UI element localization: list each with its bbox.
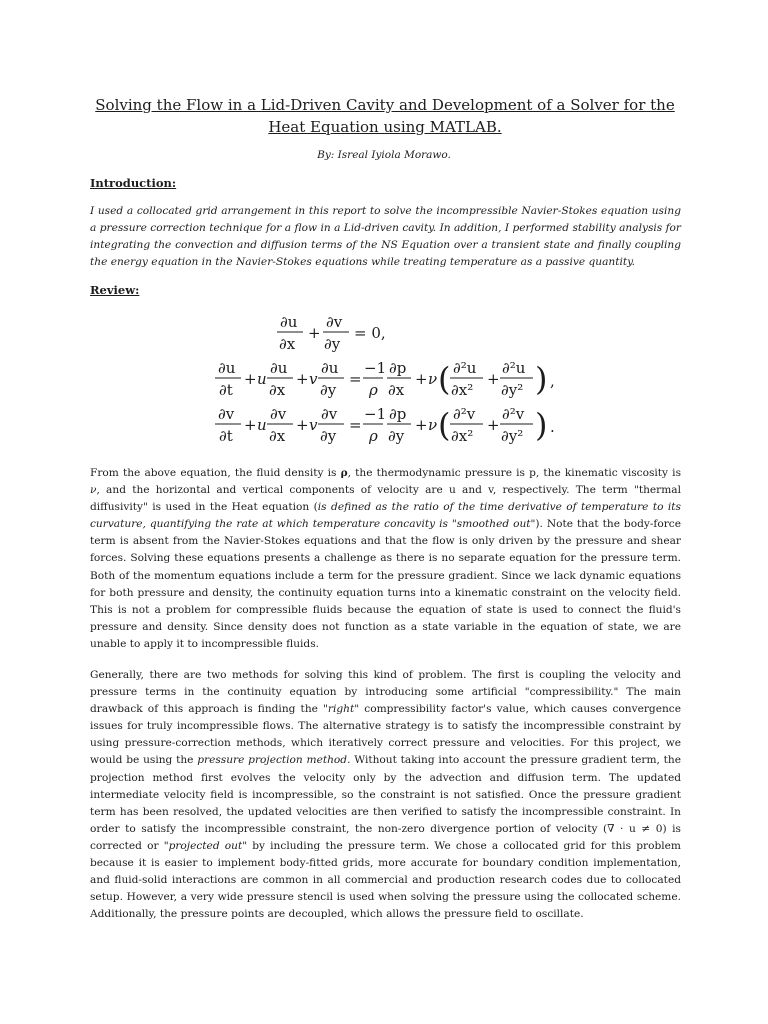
- svg-text:∂v: ∂v: [270, 405, 287, 423]
- projected-out-emphasis: projected out: [168, 839, 243, 852]
- review-heading: Review:: [90, 283, 140, 297]
- p2-text-g: " by including the pressure term. We chose a collocated grid for this problem because it is easier to implement body-fitted grids, more accurate for boundary condition implementation, and fluid-solid interactions are common in all commercial and production research codes due to collocated setup. However, a very wide pressure stencil is used when solving the pressure using the collocated scheme. Additionally, the pressure points are decoupled, which allows the pressure field to oscillate.: [90, 839, 681, 921]
- svg-text:−1: −1: [364, 405, 387, 423]
- svg-text:∂x: ∂x: [269, 427, 286, 445]
- svg-text:ν: ν: [428, 416, 438, 434]
- nu-symbol: ν: [90, 484, 97, 497]
- svg-text:u: u: [257, 416, 267, 434]
- svg-text:(: (: [438, 360, 451, 398]
- svg-text:∂p: ∂p: [389, 359, 407, 377]
- svg-text:v: v: [309, 370, 318, 388]
- svg-text:∂x²: ∂x²: [451, 381, 474, 399]
- author-byline: By: Isreal Iyiola Morawo.: [317, 149, 451, 161]
- svg-text:=: =: [349, 416, 362, 434]
- svg-text:∂x²: ∂x²: [451, 427, 474, 445]
- introduction-heading: Introduction:: [90, 176, 177, 190]
- svg-text:+: +: [487, 370, 500, 388]
- svg-text:= 0,: = 0,: [354, 324, 386, 342]
- svg-text:+: +: [415, 416, 428, 434]
- svg-text:): ): [535, 360, 548, 398]
- introduction-paragraph: I used a collocated grid arrangement in this report to solve the incompressible Navier-Stokes equation using a pressure correction technique for a flow in a Lid-driven cavity. In addition, I performed stability analysis for integrating the convection and diffusion terms of the NS Equation over a transient state and finally coupling the energy equation in the Navier-Stokes equations while treating temperature as a passive quantity.: [90, 205, 681, 269]
- svg-text:+: +: [308, 324, 321, 342]
- svg-text:ν: ν: [428, 370, 438, 388]
- svg-text:ρ: ρ: [369, 427, 378, 445]
- p1-text-c: , and the horizontal and vertical components of velocity are u and v, respectively. The term "thermal diffusivity" is used in the Heat equation (: [90, 484, 681, 514]
- svg-text:∂u: ∂u: [270, 359, 288, 377]
- svg-text:): ): [535, 406, 548, 444]
- svg-text:∂t: ∂t: [219, 427, 233, 445]
- p2-text-c: " compressibility factor's value, which causes convergence issues for truly incompressible flows. The alternative strategy is to satisfy the incompressible constraint by using pressure-correction methods, which iteratively correct pressure and velocities. For this project, we would be using the: [90, 703, 681, 767]
- x-momentum-equation: [215, 359, 555, 399]
- svg-text:∂x: ∂x: [269, 381, 286, 399]
- svg-text:−1: −1: [364, 359, 387, 377]
- thermal-diffusivity-definition: is defined as the ratio of the time derivative of temperature to its curvature, quantifying the rate at which temperature concavity is "smoothed out": [90, 501, 681, 531]
- document-title: Solving the Flow in a Lid-Driven Cavity and Development of a Solver for the Heat Equation using MATLAB.: [95, 96, 675, 136]
- svg-text:=: =: [349, 370, 362, 388]
- svg-text:∂u: ∂u: [280, 313, 298, 331]
- equations-figure: [215, 308, 575, 458]
- rho-symbol: ρ: [340, 467, 348, 479]
- continuity-equation: [277, 313, 386, 353]
- svg-text:,: ,: [550, 372, 555, 390]
- svg-text:+: +: [244, 416, 257, 434]
- svg-text:∂u: ∂u: [218, 359, 236, 377]
- svg-text:∂²u: ∂²u: [502, 359, 526, 377]
- svg-text:+: +: [244, 370, 257, 388]
- p2-text-e: Without taking into account the pressure gradient term, the projection method first evolves the velocity only by the advection and diffusion term. The updated intermediate velocity field is incompressible, so the constraint is not satisfied. Once the pressure gradient term has been resolved, the updated velocities are then verified to satisfy the incompressible constraint. In order to satisfy the incompressible constraint, the non-zero divergence portion of velocity (∇ · u ≠ 0) is corrected or ": [90, 754, 681, 852]
- svg-text:u: u: [257, 370, 267, 388]
- right-emphasis: right: [327, 703, 355, 716]
- svg-text:∂x: ∂x: [279, 335, 296, 353]
- svg-text:+: +: [296, 416, 309, 434]
- svg-text:+: +: [415, 370, 428, 388]
- svg-text:v: v: [309, 416, 318, 434]
- svg-text:+: +: [487, 416, 500, 434]
- svg-text:ρ: ρ: [369, 381, 378, 399]
- svg-text:∂p: ∂p: [389, 405, 407, 423]
- svg-text:∂²v: ∂²v: [453, 405, 476, 423]
- svg-text:∂y²: ∂y²: [501, 427, 524, 445]
- p1-text-a: From the above equation, the fluid density is: [90, 467, 341, 479]
- svg-text:(: (: [438, 406, 451, 444]
- svg-text:∂t: ∂t: [219, 381, 233, 399]
- svg-text:∂y: ∂y: [388, 427, 405, 445]
- y-momentum-equation: [215, 405, 555, 445]
- p2-text-a: Generally, there are two methods for solving this kind of problem. The first is coupling the velocity and pressure terms in the continuity equation by introducing some artificial "compressibility." The main drawback of this approach is finding the ": [90, 669, 681, 716]
- svg-text:∂u: ∂u: [321, 359, 339, 377]
- svg-text:+: +: [296, 370, 309, 388]
- svg-text:∂y: ∂y: [320, 427, 337, 445]
- svg-text:∂y: ∂y: [320, 381, 337, 399]
- svg-text:∂y: ∂y: [324, 335, 341, 353]
- svg-text:∂y²: ∂y²: [501, 381, 524, 399]
- svg-text:∂v: ∂v: [218, 405, 235, 423]
- pressure-projection-method-emphasis: pressure projection method.: [197, 754, 351, 767]
- p1-text-b: , the thermodynamic pressure is p, the kinematic viscosity is: [347, 467, 682, 479]
- navier-stokes-equations: [215, 308, 575, 458]
- p1-text-e: ). Note that the body-force term is absent from the Navier-Stokes equations and that the flow is only driven by the pressure and shear forces. Solving these equations presents a challenge as there is no separate equation for the pressure term. Both of the momentum equations include a term for the pressure gradient. Since we lack dynamic equations for both pressure and density, the continuity equation turns into a kinematic constraint on the velocity field. This is not a problem for compressible fluids because the equation of state is used to connect the fluid's pressure and density. Since density does not function as a state variable in the equation of state, we are unable to apply it to incompressible fluids.: [90, 518, 681, 650]
- svg-text:.: .: [550, 418, 555, 436]
- review-paragraph-2: [90, 667, 681, 923]
- svg-text:∂²u: ∂²u: [453, 359, 477, 377]
- review-paragraph-1: [90, 465, 681, 653]
- svg-text:∂²v: ∂²v: [502, 405, 525, 423]
- svg-text:∂x: ∂x: [388, 381, 405, 399]
- svg-text:∂v: ∂v: [326, 313, 343, 331]
- svg-text:∂v: ∂v: [321, 405, 338, 423]
